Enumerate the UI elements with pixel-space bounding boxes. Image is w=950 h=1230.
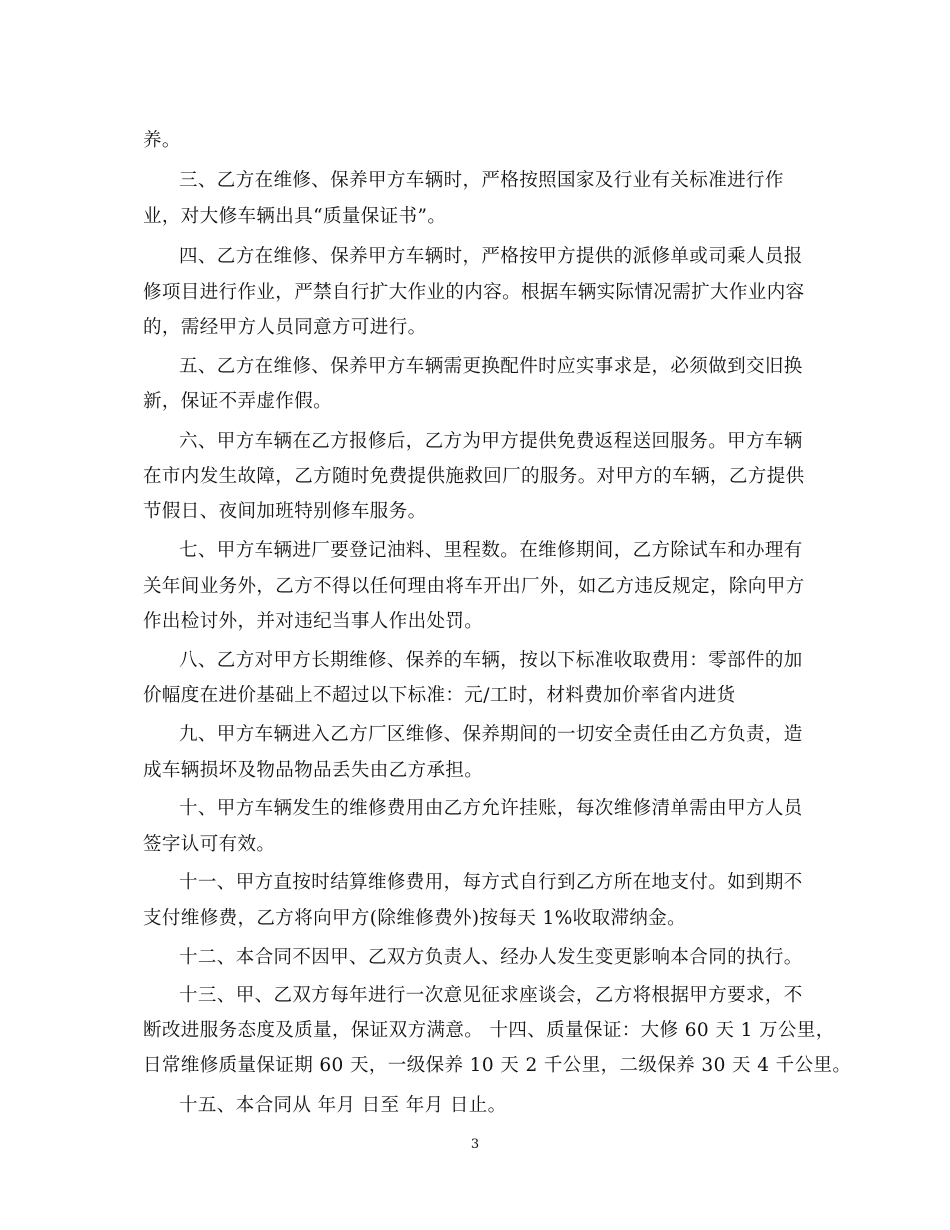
text-line: 新，保证不弄虚作假。: [143, 391, 333, 412]
text-line: 十三、甲、乙双方每年进行一次意见征求座谈会，乙方将根据甲方要求，不: [179, 985, 803, 1006]
text-line: 十、甲方车辆发生的维修费用由乙方允许挂账，每次维修清单需由甲方人员: [179, 798, 803, 819]
text-line: 作出检讨外，并对违纪当事人作出处罚。: [143, 611, 484, 632]
text-line: 十二、本合同不因甲、乙双方负责人、经办人发生变更影响本合同的执行。: [179, 947, 803, 968]
text-line: 十一、甲方直按时结算维修费用，每方式自行到乙方所在地支付。如到期不: [179, 872, 803, 893]
text-line: 业，对大修车辆出具“质量保证书”。: [143, 206, 447, 227]
text-line: 八、乙方对甲方长期维修、保养的车辆，按以下标准收取费用：零部件的加: [179, 650, 803, 671]
text-line: 的，需经甲方人员同意方可进行。: [143, 317, 427, 338]
text-line: 九、甲方车辆进入乙方厂区维修、保养期间的一切安全责任由乙方负责，造: [179, 724, 803, 745]
text-line: 七、甲方车辆进厂要登记油料、里程数。在维修期间，乙方除试车和办理有: [179, 540, 803, 561]
text-line: 修项目进行作业，严禁自行扩大作业的内容。根据车辆实际情况需扩大作业内容: [143, 282, 805, 303]
text-line: 三、乙方在维修、保养甲方车辆时，严格按照国家及行业有关标准进行作: [179, 170, 784, 191]
text-line: 价幅度在进价基础上不超过以下标准：元/工时，材料费加价率省内进货: [143, 685, 736, 706]
text-line: 十五、本合同从 年月 日至 年月 日止。: [179, 1095, 507, 1116]
page-number: 3: [470, 1137, 480, 1152]
text-line: 关年间业务外，乙方不得以任何理由将车开出厂外，如乙方违反规定，除向甲方: [143, 576, 805, 597]
text-line: 四、乙方在维修、保养甲方车辆时，严格按甲方提供的派修单或司乘人员报: [179, 246, 803, 267]
text-line: 断改进服务态度及质量，保证双方满意。 十四、质量保证：大修 60 天 1 万公里，: [143, 1020, 835, 1041]
text-line: 成车辆损坏及物品物品丢失由乙方承担。: [143, 760, 484, 781]
text-line: 日常维修质量保证期 60 天，一级保养 10 天 2 千公里，二级保养 30 天 4 千公里。: [143, 1055, 852, 1076]
text-line: 五、乙方在维修、保养甲方车辆需更换配件时应实事求是，必须做到交旧换: [179, 356, 803, 377]
text-line: 六、甲方车辆在乙方报修后，乙方为甲方提供免费返程送回服务。甲方车辆: [179, 431, 803, 452]
text-line: 在市内发生故障，乙方随时免费提供施救回厂的服务。对甲方的车辆，乙方提供: [143, 466, 805, 487]
text-line: 节假日、夜间加班特别修车服务。: [143, 501, 427, 522]
text-line: 签字认可有效。: [143, 834, 276, 855]
text-line: 养。: [143, 130, 181, 151]
text-line: 支付维修费，乙方将向甲方(除维修费外)按每天 1%收取滞纳金。: [143, 908, 687, 929]
